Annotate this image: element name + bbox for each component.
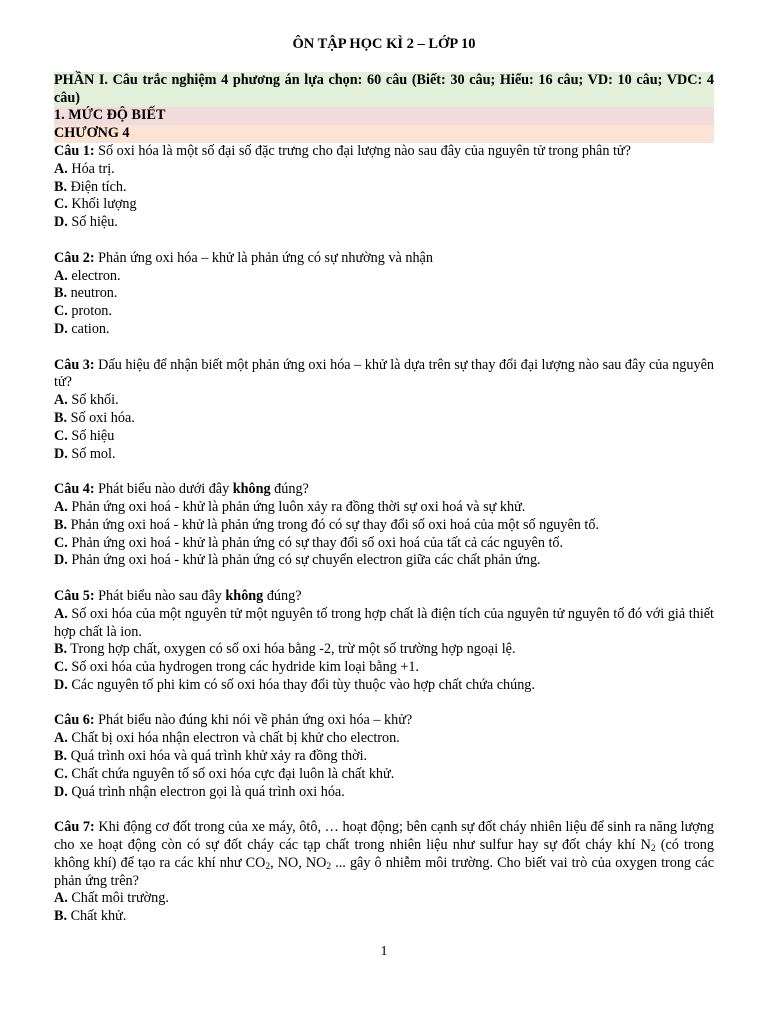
question-7-stem [54,819,714,890]
option-text: Số hiệu [67,427,115,444]
question-5-text: Phát biểu nào sau đây [94,587,226,604]
option-a [54,606,714,642]
question-4-stem [54,481,714,499]
option-c [54,196,714,214]
option-text: Chất bị oxi hóa nhận electron và chất bị khử cho electron. [67,730,400,747]
option-c [54,766,714,784]
option-text: Khối lượng [67,196,137,213]
option-c [54,428,714,446]
option-text: Hóa trị. [67,160,115,177]
question-3-stem [54,357,714,393]
question-7-number: Câu 7: [54,819,95,836]
option-letter: B. [54,516,68,533]
question-2-stem [54,250,714,268]
page-title: ÔN TẬP HỌC KÌ 2 – LỚP 10 [292,36,476,52]
option-text: electron. [67,267,121,284]
option-d [54,784,714,802]
option-text: proton. [67,303,112,320]
option-letter: A. [54,730,68,747]
option-letter: A. [54,498,68,515]
question-3-text: Dấu hiệu để nhận biết một phản ứng oxi hóa – khử là dựa trên sự thay đổi đại lượng nào sau đây của nguyên tử? [54,356,714,391]
question-5-text-end: đúng? [263,587,302,604]
option-text: Quá trình oxi hóa và quá trình khử xảy ra đồng thời. [67,748,368,765]
option-b [54,517,714,535]
question-3 [54,357,714,464]
option-letter: D. [54,320,68,337]
option-a [54,268,714,286]
option-letter: B. [54,908,68,925]
question-6-stem [54,712,714,730]
option-letter: D. [54,783,68,800]
option-a [54,890,714,908]
option-text: Điện tích. [67,178,127,195]
question-7-text-2: (có trong không khí) để tạo ra các khí như CO [54,837,714,871]
question-1 [54,143,714,232]
question-6-number: Câu 6: [54,712,95,729]
option-d [54,321,714,339]
option-text: neutron. [67,285,118,302]
question-6 [54,712,714,801]
question-7 [54,819,714,926]
option-d [54,446,714,464]
option-letter: A. [54,605,68,622]
question-3-number: Câu 3: [54,356,95,373]
option-a [54,392,714,410]
option-text: Số khối. [67,392,119,409]
subscript: 2 [265,861,271,872]
option-letter: B. [54,641,68,658]
question-1-number: Câu 1: [54,142,95,159]
option-d [54,677,714,695]
option-text: Chất khử. [67,908,127,925]
option-b [54,285,714,303]
level-heading: 1. MỨC ĐỘ BIẾT [54,107,714,125]
option-text: Trong hợp chất, oxygen có số oxi hóa bằng -2, trừ một số trường hợp ngoại lệ. [67,641,516,658]
option-text: Số mol. [67,445,116,462]
option-letter: D. [54,676,68,693]
question-1-stem [54,143,714,161]
option-text: Số hiệu. [67,214,118,231]
question-7-text-4: ... gây ô nhiễm môi trường. Cho biết vai trò của oxygen trong các phản ứng trên? [54,854,714,889]
option-letter: B. [54,178,68,195]
question-4-number: Câu 4: [54,481,95,498]
question-6-text: Phát biểu nào đúng khi nói về phản ứng oxi hóa – khử? [94,712,413,729]
question-4-text: Phát biểu nào dưới đây [94,481,233,498]
option-text: cation. [67,320,110,337]
question-5-emphasis: không [225,587,264,604]
option-text: Phản ứng oxi hoá - khử là phản ứng luôn xảy ra đồng thời sự oxi hoá và sự khử. [67,498,526,515]
chapter-heading: CHƯƠNG 4 [54,125,714,143]
question-7-text-3: , NO, NO [270,854,327,871]
option-text: Chất môi trường. [67,890,169,907]
question-1-text: Số oxi hóa là một số đại số đặc trưng cho đại lượng nào sau đây của nguyên tử trong phân tử? [94,142,631,159]
option-c [54,303,714,321]
option-d [54,214,714,232]
option-letter: D. [54,552,68,569]
option-a [54,161,714,179]
option-text: Phản ứng oxi hoá - khử là phản ứng trong đó có sự thay đổi số oxi hoá của một số nguyên tố. [67,516,599,533]
option-text: Các nguyên tố phi kim có số oxi hóa thay đổi tùy thuộc vào hợp chất chứa chúng. [67,676,535,693]
option-text: Số oxi hóa của hydrogen trong các hydride kim loại bằng +1. [67,659,419,676]
option-a [54,499,714,517]
option-text: Chất chứa nguyên tố số oxi hóa cực đại luôn là chất khử. [67,765,395,782]
option-b [54,641,714,659]
option-text: Quá trình nhận electron gọi là quá trình oxi hóa. [67,783,345,800]
option-letter: D. [54,445,68,462]
option-letter: A. [54,267,68,284]
subscript: 2 [650,844,656,855]
option-b [54,908,714,926]
option-letter: C. [54,196,68,213]
question-4-text-end: đúng? [270,481,309,498]
page-number: 1 [380,944,388,959]
option-a [54,730,714,748]
option-letter: A. [54,392,68,409]
option-d [54,552,714,570]
option-letter: A. [54,890,68,907]
subscript: 2 [326,861,332,872]
option-letter: C. [54,427,68,444]
question-5 [54,588,714,695]
option-letter: C. [54,534,68,551]
question-5-stem [54,588,714,606]
question-4-emphasis: không [232,481,271,498]
option-c [54,535,714,553]
option-letter: B. [54,409,68,426]
option-c [54,659,714,677]
option-letter: A. [54,160,68,177]
option-letter: D. [54,214,68,231]
question-2-text: Phản ứng oxi hóa – khử là phản ứng có sự nhường và nhận [94,249,433,266]
option-text: Số oxi hóa của một nguyên tử một nguyên tố trong hợp chất là điện tích của nguyên tử nguyên tố đó với giả thiết hợp chất là ion. [54,605,714,640]
option-b [54,410,714,428]
document-content [54,36,714,944]
option-letter: C. [54,765,68,782]
option-letter: C. [54,659,68,676]
question-7-text: Khi động cơ đốt trong của xe máy, ôtô, … hoạt động; bên cạnh sự đốt cháy nhiên liệu để sinh ra năng lượng cho xe hoạt động còn có sự đốt cháy các tạp chất trong nhiên liệu như sulfur hay sự đốt cháy khí N [54,819,714,854]
option-letter: B. [54,285,68,302]
option-text: Số oxi hóa. [67,409,135,426]
option-b [54,179,714,197]
question-2-number: Câu 2: [54,249,95,266]
question-4 [54,481,714,570]
part-heading: PHẦN I. Câu trắc nghiệm 4 phương án lựa chọn: 60 câu (Biết: 30 câu; Hiểu: 16 câu; VD: 10 câu; VDC: 4 câu) [54,71,714,106]
option-letter: B. [54,748,68,765]
question-2 [54,250,714,339]
option-letter: C. [54,303,68,320]
option-b [54,748,714,766]
option-text: Phản ứng oxi hoá - khử là phản ứng có sự thay đổi số oxi hoá của tất cả các nguyên tố. [67,534,564,551]
option-text: Phản ứng oxi hoá - khử là phản ứng có sự chuyển electron giữa các chất phản ứng. [67,552,541,569]
question-5-number: Câu 5: [54,587,95,604]
